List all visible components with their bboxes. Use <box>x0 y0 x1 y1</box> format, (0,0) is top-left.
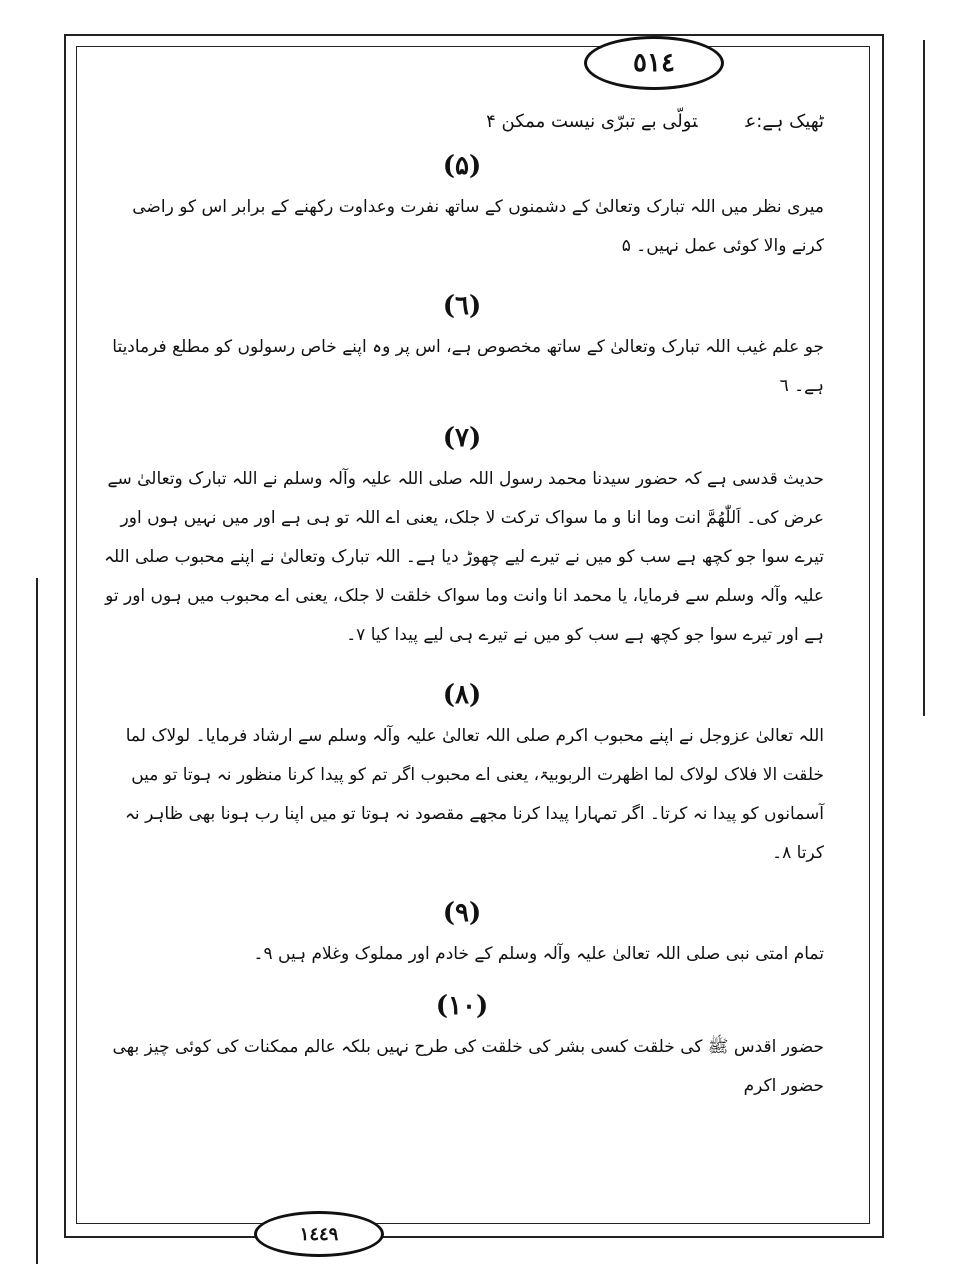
page-number-bottom: ١٤٤٩ <box>254 1211 384 1257</box>
section-number: (۱۰) <box>435 991 489 1021</box>
opening-line <box>100 100 824 144</box>
right-margin-line <box>923 40 925 716</box>
section-number: (۸) <box>442 680 482 710</box>
left-margin-line <box>36 578 38 1264</box>
section-text: حضور اقدس ﷺ کی خلقت کسی بشر کی خلقت کی طرح نہیں بلکہ عالم ممکنات کی کوئی چیز بھی حضور اکرم <box>112 1037 824 1096</box>
section-text: تمام امتی نبی صلی اللہ تعالیٰ علیہ وآلہ وسلم کے خادم اور مملوک وغلام ہیں ۹۔ <box>253 944 824 964</box>
section-number: (۵) <box>442 151 482 181</box>
opening-verse: تولّی بے تبرّی نیست ممکن ۴ <box>486 111 698 132</box>
section-text: جو علم غیب اللہ تبارک وتعالیٰ کے ساتھ مخصوص ہے، اس پر وہ اپنے خاص رسولوں کو مطلع فرمادیتا ہے۔ ٦ <box>112 337 824 396</box>
section-number: (٦) <box>442 291 482 321</box>
section-text: حدیث قدسی ہے کہ حضور سیدنا محمد رسول اللہ صلی اللہ علیہ وآلہ وسلم نے اللہ تبارک وتعالیٰ سے عرض کی۔ اَللّٰھُمَّ انت وما انا و ما سواک ترکت لا جلک، یعنی اے اللہ تو ہی ہے اور میں نہیں ہوں اور تیرے سوا جو کچھ ہے سب کو میں نے تیرے لیے چھوڑ دیا ہے۔ اللہ تبارک وتعالیٰ نے اپنے محبوب صلی اللہ علیہ وآلہ وسلم سے فرمایا، یا محمد انا وانت وما سواک خلقت لا جلک، یعنی اے محبوب میں ہوں اور تو ہے اور تیرے سوا جو کچھ ہے سب کو میں نے تیرے ہی لیے پیدا کیا ۷۔ <box>104 469 824 645</box>
page-body <box>100 100 824 1106</box>
section-text: میری نظر میں اللہ تبارک وتعالیٰ کے دشمنوں کے ساتھ نفرت وعداوت رکھنے کے برابر اس کو راضی کرنے والا کوئی عمل نہیں۔ ۵ <box>132 197 824 256</box>
page-number-top: ٥١٤ <box>584 36 724 90</box>
section-text: اللہ تعالیٰ عزوجل نے اپنے محبوب اکرم صلی اللہ تعالیٰ علیہ وآلہ وسلم سے ارشاد فرمایا۔ لولاک لما خلقت الا فلاک لولاک لما اظھرت الربوبیۃ، یعنی اے محبوب اگر تم کو پیدا کرنا منظور نہ ہوتا تو میں آسمانوں کو پیدا نہ کرتا۔ اگر تمہارا پیدا کرنا مجھے مقصود نہ ہوتا تو میں اپنا رب ہونا بھی ظاہر نہ کرتا ۸۔ <box>124 726 824 863</box>
opening-lead: ٹھیک ہے:ع <box>745 111 824 132</box>
section-number: (۷) <box>442 423 482 453</box>
section-number: (۹) <box>442 898 482 928</box>
